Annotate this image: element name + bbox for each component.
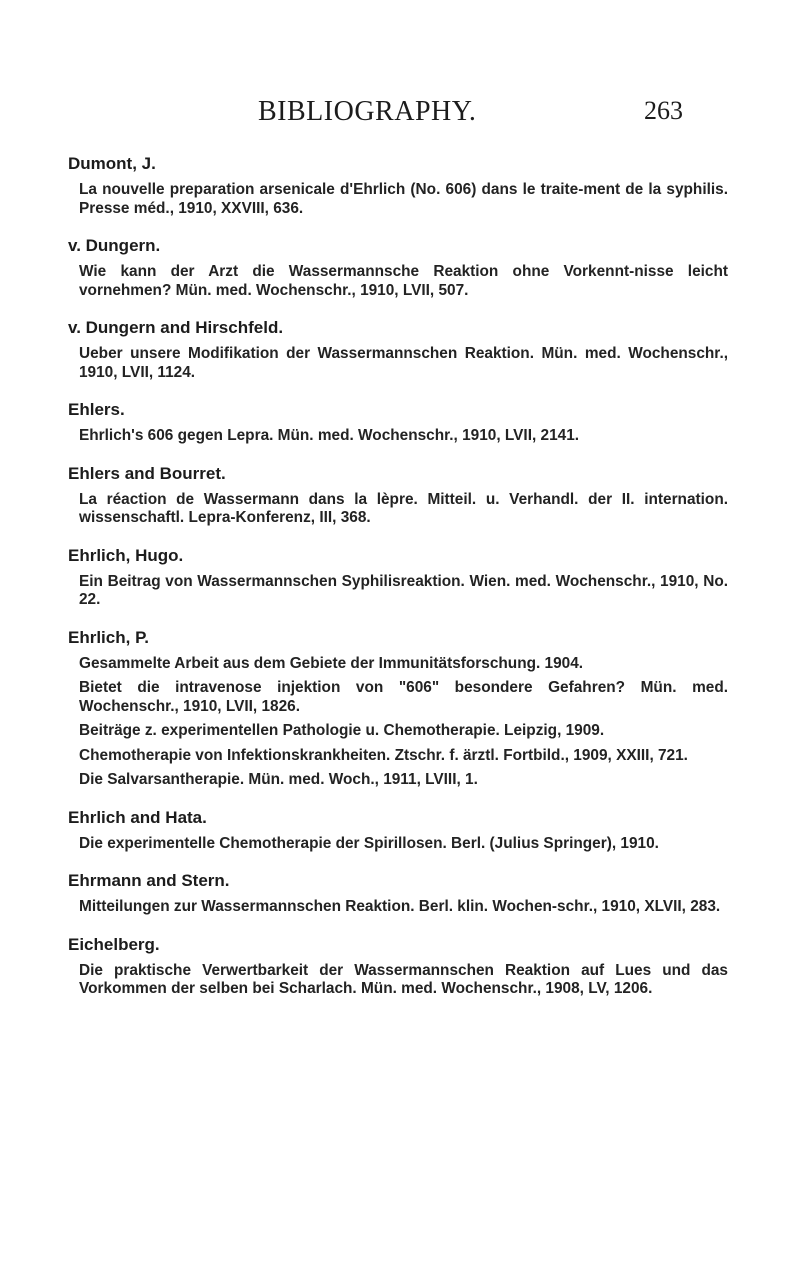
bibliography-entry: [68, 934, 728, 999]
entry-author: Ehrlich, Hugo.: [68, 545, 184, 565]
entry-work: Wie kann der Arzt die Wassermannsche Reaktion ohne Vorkennt-nisse leicht vornehmen? Mün. med. Wochenschr., 1910, LVII, 507.: [79, 263, 728, 299]
bibliography-entry: [68, 399, 728, 446]
page-number: 263: [644, 96, 683, 125]
entry-work: Gesammelte Arbeit aus dem Gebiete der Immunitätsforschung. 1904.: [79, 654, 584, 672]
entry-work: La nouvelle preparation arsenicale d'Ehrlich (No. 606) dans le traite-ment de la syphilis. Presse méd., 1910, XXVIII, 636.: [79, 181, 728, 217]
bibliography-list: [68, 153, 728, 1016]
entry-work: Die praktische Verwertbarkeit der Wassermannschen Reaktion auf Lues und das Vorkommen der selben bei Scharlach. Mün. med. Wochenschr., 1908, LV, 1206.: [79, 961, 728, 997]
bibliography-entry: [68, 545, 728, 610]
entry-work: Mitteilungen zur Wassermannschen Reaktion. Berl. klin. Wochen-schr., 1910, XLVII, 283.: [79, 898, 721, 915]
entry-author: v. Dungern.: [68, 236, 161, 255]
entry-author: Ehrmann and Stern.: [68, 871, 230, 890]
entry-work: Ein Beitrag von Wassermannschen Syphilisreaktion. Wien. med. Wochenschr., 1910, No. 22.: [79, 572, 728, 608]
entry-author: Eichelberg.: [68, 934, 160, 954]
bibliography-entry: [68, 870, 728, 917]
entry-work: Die experimentelle Chemotherapie der Spirillosen. Berl. (Julius Springer), 1910.: [79, 834, 659, 852]
entry-author: Ehrlich, P.: [68, 627, 149, 647]
entry-author: v. Dungern and Hirschfeld.: [68, 318, 284, 337]
bibliography-entry: [68, 235, 728, 300]
entry-work: La réaction de Wassermann dans la lèpre. Mitteil. u. Verhandl. der II. internation. wissenschaftl. Lepra-Konferenz, III, 368.: [79, 490, 728, 526]
entry-work: Ueber unsere Modifikation der Wassermannschen Reaktion. Mün. med. Wochenschr., 1910, LVII, 1124.: [79, 345, 728, 381]
bibliography-entry: [68, 627, 728, 790]
bibliography-entry: [68, 153, 728, 218]
entry-author: Ehrlich and Hata.: [68, 807, 207, 827]
entry-work: Ehrlich's 606 gegen Lepra. Mün. med. Wochenschr., 1910, LVII, 2141.: [79, 427, 580, 444]
entry-author: Ehlers and Bourret.: [68, 463, 226, 483]
entry-author: Dumont, J.: [68, 154, 156, 173]
entry-work: Die Salvarsantherapie. Mün. med. Woch., 1911, LVIII, 1.: [79, 771, 478, 788]
entry-work: Beiträge z. experimentellen Pathologie u. Chemotherapie. Leipzig, 1909.: [79, 722, 605, 739]
entry-work: Bietet die intravenose injektion von "606" besondere Gefahren? Mün. med. Wochenschr., 1910, LVII, 1826.: [79, 679, 728, 715]
page-title: BIBLIOGRAPHY.: [258, 96, 477, 127]
bibliography-entry: [68, 463, 728, 528]
entry-author: Ehlers.: [68, 400, 125, 419]
running-head: [0, 96, 800, 136]
bibliography-entry: [68, 317, 728, 382]
entry-work: Chemotherapie von Infektionskrankheiten. Ztschr. f. ärztl. Fortbild., 1909, XXIII, 721.: [79, 746, 688, 764]
bibliography-entry: [68, 807, 728, 854]
